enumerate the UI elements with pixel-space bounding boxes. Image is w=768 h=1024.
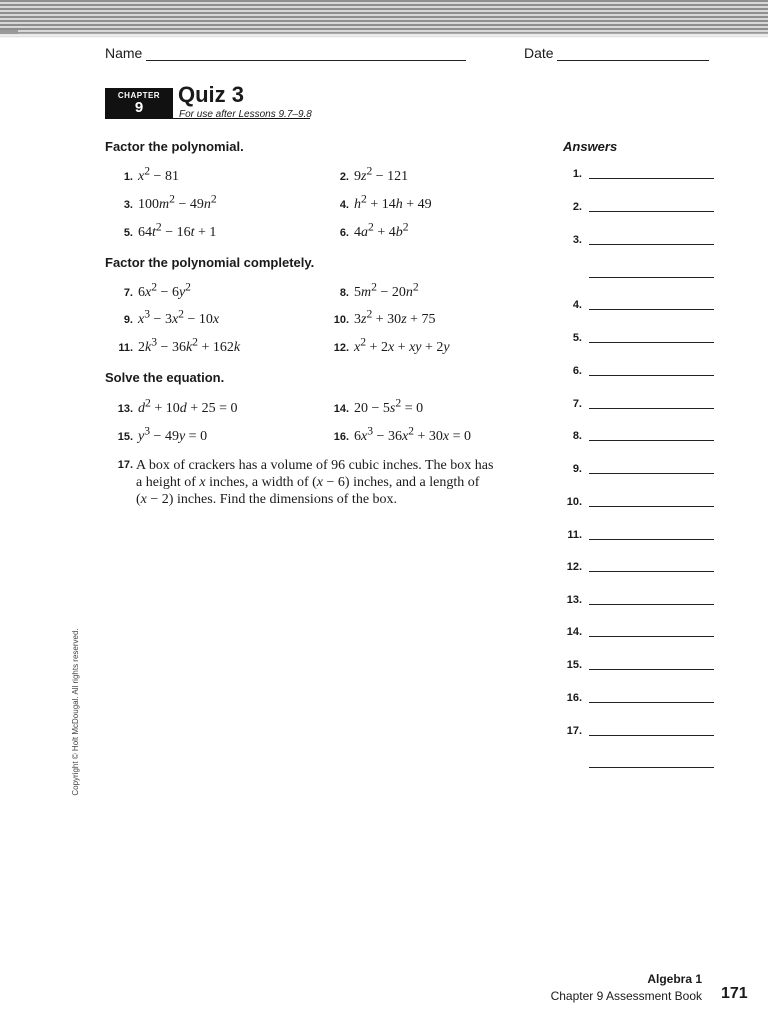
problem-number: 17.: [117, 459, 133, 471]
problem-expression: $d^2 + 10d + 25 = 0$: [138, 396, 238, 416]
problem-13: [105, 396, 238, 417]
problem-expression: $x^2 + 2x$ + xy + 2y: [354, 335, 450, 355]
word-problem-text: A box of crackers has a volume of 96 cubic inches. The box has a height of x inches, a width of (x − 6) inches, and a length of (x − 2) inches. Find the dimensions of the box.: [136, 458, 494, 507]
problem-number: 14.: [333, 402, 349, 415]
answer-label-2: 2.: [572, 201, 582, 213]
answer-line-11[interactable]: [589, 539, 714, 540]
answer-line-17-continued[interactable]: [589, 767, 714, 768]
section-heading-solve: Solve the equation.: [105, 370, 225, 385]
section-heading-factor-completely: Factor the polynomial completely.: [105, 255, 315, 270]
problem-4: [321, 192, 432, 213]
answer-label-7: 7.: [572, 398, 582, 410]
date-field[interactable]: [557, 60, 709, 61]
problem-number: 15.: [117, 430, 133, 443]
problem-number: 16.: [333, 430, 349, 443]
problem-expression: $3z^2 + 30z + 75$: [354, 307, 436, 327]
problem-1: [105, 164, 179, 185]
problem-16: [321, 424, 471, 445]
quiz-title: Quiz 3: [178, 82, 245, 107]
problem-9: [105, 307, 219, 328]
answer-label-11: 11.: [567, 529, 582, 541]
answer-line-7[interactable]: [589, 408, 714, 409]
answer-line-5[interactable]: [589, 342, 714, 343]
problem-expression: $h^2 + 14h + 49$: [354, 192, 432, 212]
answer-label-8: 8.: [572, 430, 582, 442]
answer-label-1: 1.: [572, 168, 582, 180]
problem-2: [321, 164, 408, 185]
quiz-subtitle: For use after Lessons 9.7–9.8: [179, 109, 312, 120]
answers-heading: Answers: [563, 139, 618, 154]
answer-line-17[interactable]: [589, 735, 714, 736]
chapter-number: 9: [134, 99, 144, 116]
answer-line-9[interactable]: [589, 473, 714, 474]
answer-label-3: 3.: [572, 234, 582, 246]
problem-10: [321, 307, 436, 328]
answer-label-5: 5.: [572, 332, 582, 344]
problem-expression: $4a^2 + 4b^2$: [354, 220, 409, 240]
answer-label-15: 15.: [566, 659, 582, 671]
problem-3: [105, 192, 217, 213]
problem-14: [321, 396, 423, 417]
answer-label-14: 14.: [566, 626, 582, 638]
problem-number: 3.: [123, 198, 133, 211]
answer-label-13: 13.: [566, 594, 582, 606]
top-stripe-fade: [0, 32, 768, 38]
name-field[interactable]: [146, 60, 466, 61]
problem-6: [321, 220, 409, 241]
problem-number: 2.: [339, 170, 349, 183]
answer-label-17: 17.: [566, 725, 582, 737]
section-heading-factor: Factor the polynomial.: [105, 139, 244, 154]
problem-expression: $6x^2 - 6y^2$: [138, 280, 191, 300]
problem-expression: $100m^2 - 49n^2$: [138, 192, 217, 212]
top-left-tick: [0, 30, 18, 34]
problem-15: [105, 424, 207, 445]
problem-number: 6.: [339, 226, 349, 239]
problem-expression: $20 - 5s^2 = 0$: [354, 396, 424, 416]
problem-expression: $64t^2 - 16t + 1$: [138, 220, 217, 240]
problem-number: 7.: [123, 286, 133, 299]
problem-expression: $2k^3 - 36k^2 + 162k$: [138, 335, 241, 355]
problem-number: 8.: [339, 286, 349, 299]
answer-label-16: 16.: [566, 692, 582, 704]
answer-line-16[interactable]: [589, 702, 714, 703]
problem-number: 10.: [333, 313, 349, 326]
problem-number: 13.: [117, 402, 133, 415]
answer-line-10[interactable]: [589, 506, 714, 507]
problem-7: [105, 280, 191, 301]
footer-subtitle: Chapter 9 Assessment Book: [550, 989, 702, 1003]
answer-line-1[interactable]: [589, 178, 714, 179]
answer-line-6[interactable]: [589, 375, 714, 376]
answer-line-4[interactable]: [589, 309, 714, 310]
problem-number: 5.: [123, 226, 133, 239]
answer-label-9: 9.: [572, 463, 582, 475]
problem-number: 4.: [339, 198, 349, 211]
answer-label-10: 10.: [566, 496, 582, 508]
problem-8: [321, 280, 419, 301]
problem-number: 1.: [123, 170, 133, 183]
problem-expression: $x^3 - 3x^2 - 10x$: [138, 307, 220, 327]
copyright-notice: Copyright © Holt McDougal. All rights reserved.: [71, 628, 80, 796]
problem-number: 11.: [118, 341, 133, 354]
answer-line-13[interactable]: [589, 604, 714, 605]
problem-expression: $9z^2 - 121$: [354, 164, 409, 184]
problem-expression: $5m^2 - 20n^2$: [354, 280, 419, 300]
answer-line-8[interactable]: [589, 440, 714, 441]
problem-expression: $x^2 - 81$: [138, 164, 179, 184]
answer-line-15[interactable]: [589, 669, 714, 670]
problem-expression: $6x^3 - 36x^2 + 30x = 0$: [354, 424, 472, 444]
name-label: Name: [105, 45, 143, 61]
answer-line-12[interactable]: [589, 571, 714, 572]
answer-label-6: 6.: [572, 365, 582, 377]
answer-line-14[interactable]: [589, 636, 714, 637]
answer-line-3-continued[interactable]: [589, 277, 714, 278]
answer-line-2[interactable]: [589, 211, 714, 212]
problem-number: 9.: [123, 313, 133, 326]
chapter-badge: [105, 88, 173, 118]
problem-12: [321, 335, 450, 356]
problem-5: [105, 220, 216, 241]
answer-line-3[interactable]: [589, 244, 714, 245]
chapter-word: CHAPTER: [117, 91, 161, 100]
problem-expression: $y^3 - 49y = 0$: [138, 424, 208, 444]
page-number: 171: [721, 985, 748, 1002]
date-label: Date: [524, 45, 554, 61]
problem-11: [105, 335, 240, 356]
footer-book-title: Algebra 1: [647, 972, 702, 986]
answer-label-12: 12.: [566, 561, 582, 573]
problem-number: 12.: [333, 341, 349, 354]
answer-label-4: 4.: [572, 299, 582, 311]
